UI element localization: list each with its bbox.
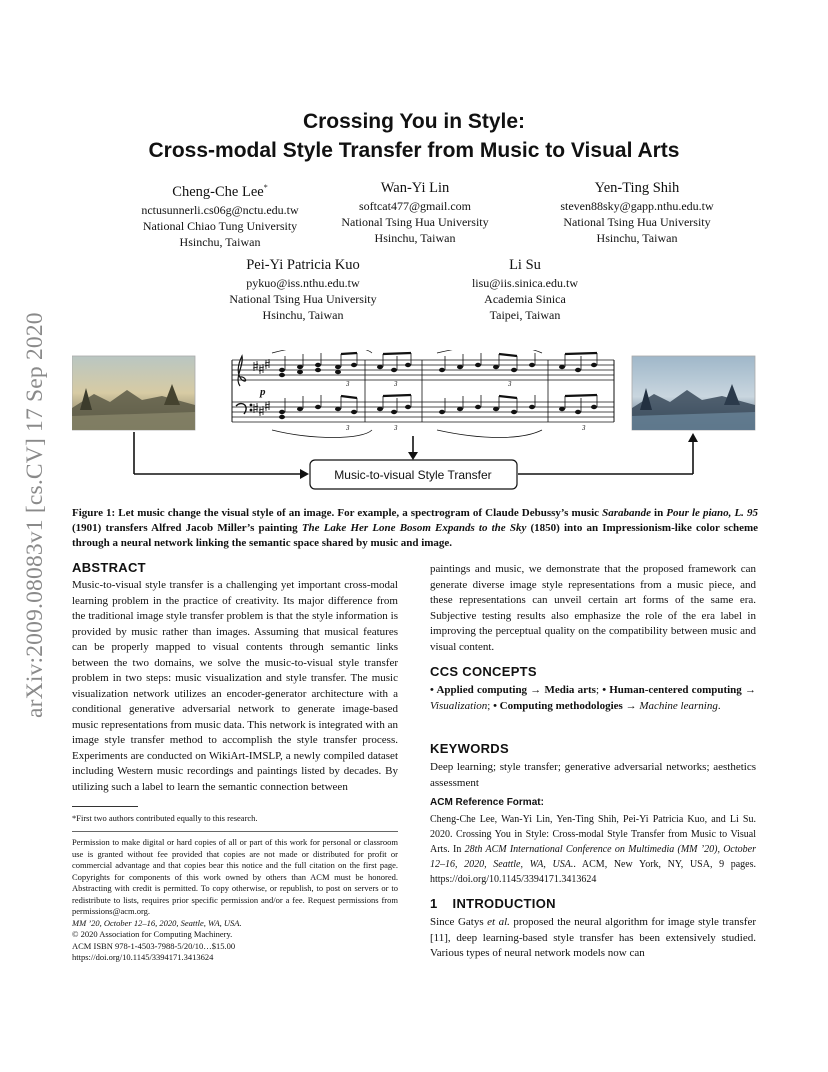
equal-contribution-mark: * (263, 183, 268, 192)
caption-text: (1850) into an Impressionism-like color scheme through a neural network linking the semantic space shared by music and image. (72, 522, 759, 549)
section-number: 1 (430, 896, 438, 911)
style-transferred-painting (632, 356, 755, 430)
original-painting (72, 356, 195, 430)
author-email: pykuo@iss.nthu.edu.tw (246, 276, 360, 290)
figure-graphic (72, 350, 762, 500)
caption-text: in (651, 507, 667, 519)
author-name: Wan-Yi Lin (380, 180, 450, 196)
caption-work-title: The Lake Her Lone Bosom Expands to the Sky (301, 522, 527, 534)
author-location: Hsinchu, Taiwan (179, 234, 261, 249)
triplet-mark: 3 (394, 424, 398, 432)
figure-caption (72, 506, 758, 551)
author-affiliation: National Tsing Hua University (563, 215, 711, 229)
acm-reference-heading: ACM Reference Format: (430, 797, 544, 808)
author-location: Hsinchu, Taiwan (374, 231, 456, 245)
keywords-text: Deep learning; style transfer; generative adversarial networks; aesthetics assessment (430, 761, 756, 789)
author-location: Hsinchu, Taiwan (596, 231, 678, 245)
intro-heading (430, 896, 556, 911)
author-affiliation: National Tsing Hua University (229, 292, 377, 306)
ccs-heading: CCS CONCEPTS (430, 664, 537, 679)
paper-title-line2: Cross-modal Style Transfer from Music to Visual Arts (148, 139, 680, 162)
figure-1 (72, 350, 762, 500)
caption-work-title: Sarabande (602, 507, 651, 519)
ccs-term: • Computing methodologies (493, 699, 623, 712)
abstract-text: Music-to-visual style transfer is a challenging yet important cross-modal learning problem in the practice of creativity. Its major difference from the traditional image style transfer problem is that the style information is provided by music rather than images. Assuming that musical features can be properly mapped to visual contents through semantic links between the two domains, we solve the music-to-visual style transfer problem in two steps: music visualization and style transfer. The music visualization network utilizes an encoder-generator architecture with a conditional generative adversarial network to generate image-based music representations from music data. This network is integrated with an image style transfer method to accomplish the style transfer process. Experiments are conducted on WikiArt-IMSLP, a newly compiled dataset including Western music recordings and paintings listed by decades. By utilizing such a label to learn the semantic connection between (72, 579, 398, 793)
footnote-rule (72, 806, 138, 807)
author-block (390, 255, 660, 323)
author-email: softcat477@gmail.com (358, 199, 472, 213)
abstract-continued: paintings and music, we demonstrate that the proposed framework can generate diverse image style representations from a music piece, and these representations can unveil certain art forms of the same era. Subjective testing results also emphasize the role of the era label in improving the perceptual quality on the compatibility between music and visual content. (430, 563, 756, 653)
caption-work-title: Pour le piano, L. 95 (666, 507, 758, 519)
author-affiliation: National Chiao Tung University (142, 218, 298, 233)
style-transfer-box-label: Music-to-visual Style Transfer (334, 468, 492, 482)
venue-line: MM ’20, October 12–16, 2020, Seattle, WA, USA. (72, 917, 242, 928)
intro-text-part: Since Gatys (430, 916, 488, 928)
author-block (502, 178, 772, 246)
author-email: lisu@iis.sinica.edu.tw (471, 276, 579, 290)
permission-block (72, 837, 398, 964)
author-name: Li Su (509, 257, 541, 273)
section-title: INTRODUCTION (452, 896, 556, 911)
permission-rule (72, 831, 398, 832)
dynamic-marking: p (260, 386, 266, 398)
ccs-separator: ; (595, 684, 603, 696)
caption-label: Figure 1: (72, 507, 116, 519)
author-name: Cheng-Che Lee (172, 183, 264, 200)
author-affiliation: Academia Sinica (484, 292, 566, 306)
ccs-separator: ; (487, 699, 494, 712)
intro-text-part: et al. (487, 916, 510, 928)
doi-line[interactable]: https://doi.org/10.1145/3394171.3413624 (72, 952, 214, 962)
triplet-mark: 3 (582, 424, 586, 432)
triplet-mark: 3 (346, 424, 350, 432)
ccs-term: • Applied computing → Media arts (430, 684, 596, 696)
triplet-mark: 3 (346, 380, 350, 388)
caption-text: (1901) transfers Alfred Jacob Miller’s painting (72, 522, 302, 534)
intro-text-part: proposed the neural algorithm for image style transfer [11], deep learning-based style transfer has been extensively studied. Various types of neural network models now can (430, 916, 756, 959)
caption-text: Let music change the visual style of an image. For example, a spectrogram of Claude Debussy’s music (115, 507, 603, 519)
author-name: Pei-Yi Patricia Kuo (246, 257, 360, 273)
music-score (232, 350, 614, 438)
permission-notice: Permission to make digital or hard copies of all or part of this work for personal or classroom use is granted without fee provided that copies are not made or distributed for profit or commercial advantage and that copies bear this notice and the full citation on the first page. Copyrights for components of this work owned by others than ACM must be honored. Abstracting with credit is permitted. To copy otherwise, or republish, to post on servers or to redistribute to lists, requires prior specific permission and/or a fee. Request permissions from permissions@acm.org. (72, 837, 398, 916)
author-email: steven88sky@gapp.nthu.edu.tw (560, 199, 714, 213)
triplet-mark: 3 (394, 380, 398, 388)
copyright-line: © 2020 Association for Computing Machinery. (72, 929, 233, 939)
intro-text (430, 915, 756, 962)
keywords-heading: KEYWORDS (430, 741, 509, 756)
reference-venue: 28th ACM International Conference on Multimedia (MM ’20), October 12–16, 2020, Seattle, WA, USA. (430, 844, 756, 870)
reference-authors: Cheng-Che Lee, Wan-Yi Lin, Yen-Ting Shih, Pei-Yi Patricia Kuo, and Li Su. 2020. Crossing You in Style: Cross-modal Style Transfer from Music to Visual Arts. In (430, 814, 756, 855)
reference-tail: . ACM, New York, NY, USA, 9 pages. https://doi.org/10.1145/3394171.3413624 (430, 859, 756, 885)
author-email: nctusunnerli.cs06g@nctu.edu.tw (141, 202, 299, 217)
ccs-separator: . (717, 699, 721, 712)
abstract-heading: ABSTRACT (72, 560, 146, 575)
arxiv-stamp: arXiv:2009.08083v1 [cs.CV] 17 Sep 2020 (22, 312, 48, 718)
author-location: Hsinchu, Taiwan (262, 308, 344, 322)
ccs-subterm: → Visualization (430, 684, 757, 712)
paper-title-line1: Crossing You in Style: (302, 110, 526, 133)
author-name: Yen-Ting Shih (594, 180, 680, 196)
footnote: *First two authors contributed equally to this research. (72, 813, 258, 823)
ccs-subterm: → Machine learning (622, 699, 718, 712)
author-location: Taipei, Taiwan (489, 308, 561, 322)
author-affiliation: National Tsing Hua University (341, 215, 489, 229)
ccs-term: • Human-centered computing (602, 684, 742, 696)
triplet-mark: 3 (508, 380, 512, 388)
acm-reference-text (430, 812, 756, 887)
ccs-concepts (430, 683, 756, 714)
isbn-line: ACM ISBN 978-1-4503-7988-5/20/10…$15.00 (72, 940, 236, 951)
